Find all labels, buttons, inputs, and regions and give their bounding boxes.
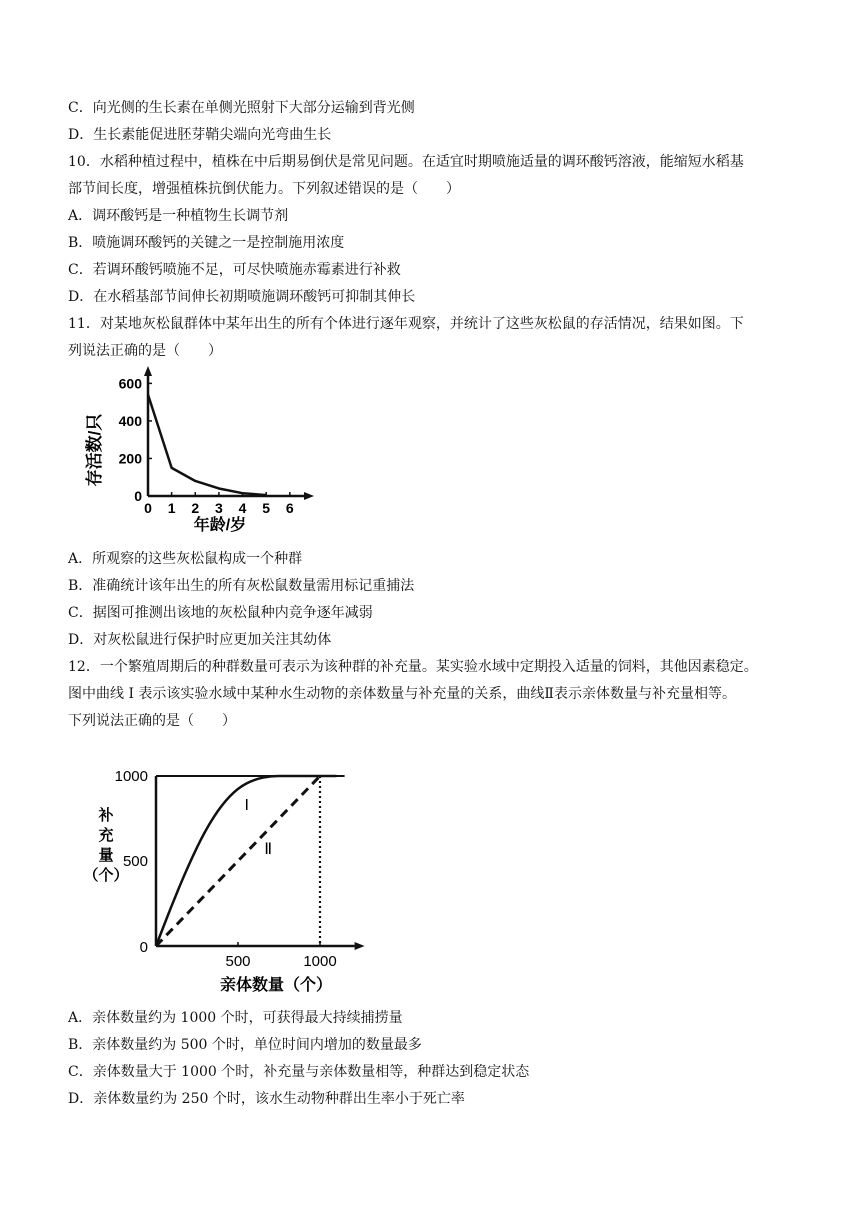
q9-option-c: C．向光侧的生长素在单侧光照射下大部分运输到背光侧 [68,100,415,116]
q12-stem-line2: 图中曲线 I 表示该实验水域中某种水生动物的亲体数量与补充量的关系，曲线Ⅱ表示亲体数量与补充量相等。 [68,686,736,702]
x-axis-arrow [304,492,314,500]
x-tick-label: 6 [285,500,294,516]
survival-data-point [171,467,173,469]
y-axis-title-line: 补 [98,807,114,824]
y-tick-label: 1000 [114,768,148,785]
recruitment-chart-ticks [115,768,337,970]
y-tick-label: 500 [122,853,148,870]
x-tick-label: 500 [225,953,251,970]
recruitment-chart-axes [156,776,365,950]
survival-chart [72,366,322,536]
q11-stem-line1: 11．对某地灰松鼠群体中某年出生的所有个体进行逐年观察，并统计了这些灰松鼠的存活情况，结果如图。下 [68,316,744,332]
x-axis-arrow [355,942,365,950]
survival-data-point [147,394,149,396]
q12-option-d: D．亲体数量约为 250 个时，该水生动物种群出生率小于死亡率 [68,1091,465,1107]
curve-I-label: I [244,797,250,814]
y-axis-title-line: 量 [98,847,114,864]
q11-stem-line2: 列说法正确的是（ ） [68,343,222,359]
q10-option-a: A．调环酸钙是一种植物生长调节剂 [68,208,289,224]
x-tick-label: 3 [215,500,223,516]
q11-option-d: D．对灰松鼠进行保护时应更加关注其幼体 [68,632,332,648]
y-axis-arrow [144,366,152,376]
recruitment-chart-xlabel: 亲体数量（个） [219,977,333,994]
survival-series-line [148,395,266,495]
x-tick-label: 1 [167,500,176,516]
q12-stem-line3: 下列说法正确的是（ ） [68,713,236,729]
q11-option-c: C．据图可推测出该地的灰松鼠种内竞争逐年减弱 [68,605,373,621]
y-tick-label: 200 [118,450,142,467]
recruitment-chart [76,760,376,1000]
survival-data-point [265,494,267,496]
y-tick-label: 0 [139,939,148,956]
y-tick-label: 0 [134,488,142,504]
q9-option-d: D．生长素能促进胚芽鞘尖端向光弯曲生长 [68,127,332,143]
q12-stem-line1: 12．一个繁殖周期后的种群数量可表示为该种群的补充量。某实验水域中定期投入适量的饲料，其他因素稳定。 [68,659,758,675]
q10-option-d: D．在水稻基部节间伸长初期喷施调环酸钙可抑制其伸长 [68,289,416,305]
line-II-dashed [156,776,320,946]
x-tick-label: 4 [238,500,247,516]
survival-chart-xlabel: 年龄/岁 [193,517,247,534]
survival-data-point [242,492,244,494]
q12-option-c: C．亲体数量大于 1000 个时，补充量与亲体数量相等，种群达到稳定状态 [68,1064,530,1080]
survival-data-point [218,488,220,490]
q10-stem-line1: 10．水稻种植过程中，植株在中后期易倒伏是常见问题。在适宜时期喷施适量的调环酸钙溶液，能缩短水稻基 [68,154,744,170]
recruitment-chart-ylabel [83,806,128,884]
x-tick-label: 1000 [303,953,337,970]
q12-option-a: A．亲体数量约为 1000 个时，可获得最大持续捕捞量 [68,1010,403,1026]
y-axis-title-line: 充 [98,827,114,844]
y-axis-title-line: （个） [83,867,129,884]
y-tick-label: 400 [118,412,142,429]
q10-stem-line2: 部节间长度，增强植株抗倒伏能力。下列叙述错误的是（ ） [68,181,460,197]
y-tick-label: 600 [118,375,142,392]
q10-option-b: B．喷施调环酸钙的关键之一是控制施用浓度 [68,235,345,251]
x-tick-label: 5 [262,500,271,516]
survival-chart-axes [144,366,314,500]
q11-option-a: A．所观察的这些灰松鼠构成一个种群 [68,551,303,567]
survival-chart-series [147,394,267,496]
q12-option-b: B．亲体数量约为 500 个时，单位时间内增加的数量最多 [68,1037,422,1053]
x-tick-label: 2 [191,500,200,516]
survival-chart-ylabel: 存活数/只 [85,413,104,487]
q10-option-c: C．若调环酸钙喷施不足，可尽快喷施赤霉素进行补救 [68,262,401,278]
survival-data-point [194,480,196,482]
line-II-label: Ⅱ [264,841,273,859]
q11-option-b: B．准确统计该年出生的所有灰松鼠数量需用标记重捕法 [68,578,415,594]
x-tick-label: 0 [144,500,152,516]
recruitment-chart-series [156,776,336,946]
